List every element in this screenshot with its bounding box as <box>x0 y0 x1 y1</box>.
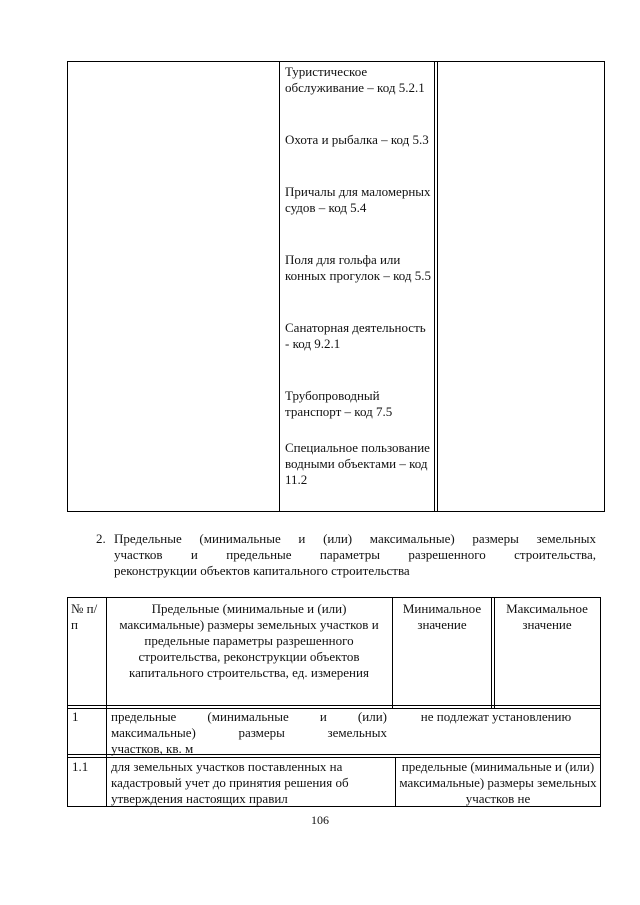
top-table-divider-1 <box>279 61 280 512</box>
top-table-border-top <box>67 61 605 62</box>
header-max-value: Максимальное значение <box>506 601 588 632</box>
permitted-uses-list <box>285 64 431 504</box>
top-table-divider-2 <box>434 61 435 512</box>
section-text-line-3: реконструкции объектов капитального строительства <box>114 563 410 578</box>
row-1-name-line-3: участков, кв. м <box>111 741 194 756</box>
use-item: Поля для гольфа или конных прогулок – код 5.5 <box>285 252 431 283</box>
params-table-col-divider-3b <box>494 597 495 709</box>
params-table-header-bottom <box>67 705 601 706</box>
top-table-divider-2b <box>437 61 438 512</box>
row-1-1-name: для земельных участков поставленных на кадастровый учет до принятия решения об утверждения настоящих правил <box>111 759 349 806</box>
params-table-col-divider-3 <box>491 597 492 709</box>
header-min-value: Минимальное значение <box>402 601 482 632</box>
params-table-border-left <box>67 597 68 807</box>
params-table-border-right <box>600 597 601 807</box>
header-parameter-name: Предельные (минимальные и (или) максимальные) размеры земельных участков и предельные параметры разрешенного строительства, реконструкции объектов капитального строительства, ед. измерения <box>119 601 379 680</box>
row-1-1-number: 1.1 <box>72 759 89 774</box>
header-number: № п/п <box>71 601 98 632</box>
use-item: Охота и рыбалка – код 5.3 <box>285 132 429 147</box>
top-table-border-right <box>604 61 605 512</box>
top-table-border-left <box>67 61 68 512</box>
row-1-name-line-2: максимальные) размеры земельных <box>111 725 387 740</box>
row-1-value: не подлежат установлению <box>420 709 572 724</box>
params-table-col-divider-2 <box>392 597 393 709</box>
section-text-line-1: Предельные (минимальные и (или) максимальные) размеры земельных <box>114 531 596 546</box>
row-1-number: 1 <box>72 709 79 724</box>
use-item: Причалы для маломерных судов – код 5.4 <box>285 184 431 215</box>
params-table-row1-bottom-2 <box>67 757 601 758</box>
row-1-name-line-1: предельные (минимальные и (или) <box>111 709 387 724</box>
use-item: Туристическое обслуживание – код 5.2.1 <box>285 64 425 95</box>
use-item: Специальное пользование водными объектами – код 11.2 <box>285 440 430 487</box>
section-text-line-2: участков и предельные параметры разрешенного строительства, <box>114 547 596 562</box>
params-table-col-divider-1 <box>106 597 107 807</box>
use-item: Трубопроводный транспорт – код 7.5 <box>285 388 393 419</box>
params-table-border-top <box>67 597 601 598</box>
section-number: 2. <box>96 531 106 546</box>
params-table-col-divider-2b <box>395 757 396 807</box>
top-table-border-bottom <box>67 511 605 512</box>
row-1-1-value: предельные (минимальные и (или) максимальные) размеры земельных участков не <box>399 759 597 806</box>
use-item: Санаторная деятельность - код 9.2.1 <box>285 320 426 351</box>
page-number: 106 <box>311 813 329 827</box>
